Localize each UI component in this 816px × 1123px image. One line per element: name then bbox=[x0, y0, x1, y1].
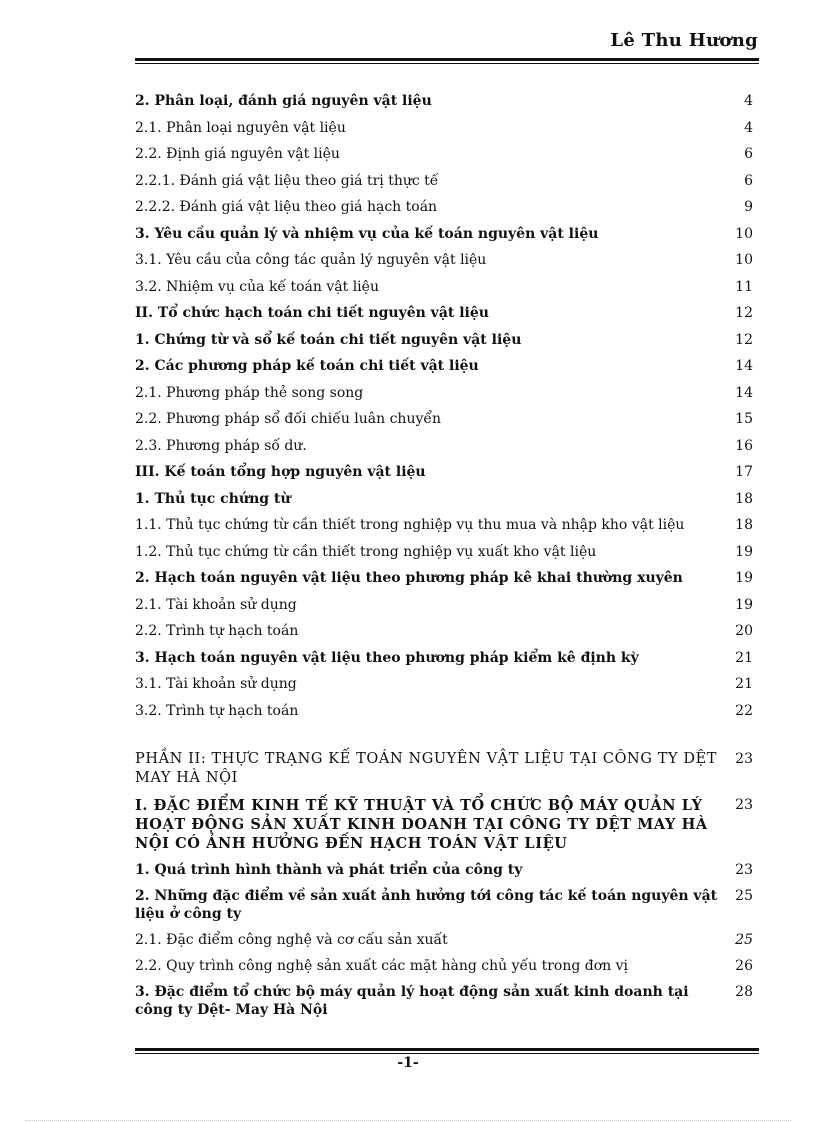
toc-entry bbox=[135, 983, 759, 1019]
table-of-contents bbox=[135, 92, 759, 1019]
toc-entry-page: 18 bbox=[735, 490, 753, 507]
toc-entry bbox=[135, 437, 759, 455]
toc-entry bbox=[135, 957, 759, 975]
footer-rule bbox=[135, 1048, 759, 1054]
toc-entry bbox=[135, 198, 759, 216]
toc-entry-page: 23 bbox=[735, 796, 753, 813]
toc-entry-title: 2.2.1. Đánh giá vật liệu theo giá trị thực tế bbox=[135, 172, 439, 189]
toc-entry-title: 2. Hạch toán nguyên vật liệu theo phương pháp kê khai thường xuyên bbox=[135, 570, 683, 586]
toc-entry-page: 4 bbox=[744, 93, 753, 109]
page-number: -1- bbox=[397, 1055, 419, 1071]
toc-entry bbox=[135, 463, 759, 481]
toc-entry-title: 2. Phân loại, đánh giá nguyên vật liệu bbox=[135, 93, 432, 109]
toc-entry bbox=[135, 861, 759, 879]
toc-entry-page: 25 bbox=[735, 887, 753, 904]
toc-entry-title: 2.2. Phương pháp sổ đối chiếu luân chuyển bbox=[135, 411, 442, 427]
toc-entry-page: 9 bbox=[744, 199, 753, 215]
toc-entry-title: 2.1. Phân loại nguyên vật liệu bbox=[135, 119, 346, 136]
toc-entry-title: 3.1. Tài khoản sử dụng bbox=[135, 676, 297, 692]
toc-entry bbox=[135, 750, 759, 788]
toc-entry bbox=[135, 278, 759, 296]
toc-entry bbox=[135, 225, 759, 243]
toc-entry-title: 3.2. Nhiệm vụ của kế toán vật liệu bbox=[135, 278, 379, 295]
toc-entry-page: 19 bbox=[735, 596, 753, 613]
toc-entry bbox=[135, 357, 759, 375]
toc-entry-page: 4 bbox=[744, 119, 753, 136]
toc-entry-page: 22 bbox=[735, 702, 753, 719]
toc-entry-title: 2. Những đặc điểm về sản xuất ảnh hưởng tới công tác kế toán nguyên vật liệu ở công ty bbox=[135, 887, 718, 922]
toc-entry-title: III. Kế toán tổng hợp nguyên vật liệu bbox=[135, 464, 426, 480]
toc-entry-page: 15 bbox=[735, 411, 753, 427]
toc-entry-title: 2. Các phương pháp kế toán chi tiết vật liệu bbox=[135, 358, 479, 374]
toc-entry-page: 23 bbox=[735, 861, 753, 878]
toc-entry-page: 18 bbox=[735, 517, 753, 533]
toc-entry-page: 6 bbox=[744, 146, 753, 162]
toc-entry-title: 1. Thủ tục chứng từ bbox=[135, 490, 291, 507]
toc-entry-title: 3.2. Trình tự hạch toán bbox=[135, 702, 299, 719]
header-author: Lê Thu Hương bbox=[610, 30, 758, 51]
toc-entry-page: 20 bbox=[735, 623, 753, 639]
toc-entry bbox=[135, 675, 759, 693]
toc-entry-page: 12 bbox=[735, 331, 753, 348]
toc-entry-title: 3. Đặc điểm tổ chức bộ máy quản lý hoạt động sản xuất kinh doanh tại công ty Dệt- May Hà Nội bbox=[135, 983, 689, 1018]
toc-entry bbox=[135, 172, 759, 190]
toc-entry-title: 1. Chứng từ và sổ kế toán chi tiết nguyên vật liệu bbox=[135, 331, 522, 348]
toc-entry-page: 21 bbox=[735, 676, 753, 692]
toc-entry-title: 3. Yêu cầu quản lý và nhiệm vụ của kế toán nguyên vật liệu bbox=[135, 225, 599, 242]
toc-entry-title: 2.2. Trình tự hạch toán bbox=[135, 623, 299, 639]
toc-entry-title: I. ĐẶC ĐIỂM KINH TẾ KỸ THUẬT VÀ TỔ CHỨC BỘ MÁY QUẢN LÝ HOẠT ĐỘNG SẢN XUẤT KINH DOANH TẠI CÔNG TY DỆT MAY HÀ NỘI CÓ ẢNH HƯỞNG ĐẾN HẠCH TOÁN VẬT LIỆU bbox=[135, 796, 708, 852]
toc-entry-title: 2.2. Định giá nguyên vật liệu bbox=[135, 146, 340, 162]
toc-entry-page: 25 bbox=[735, 931, 753, 948]
toc-entry-page: 6 bbox=[744, 172, 753, 189]
toc-entry-title: 2.1. Tài khoản sử dụng bbox=[135, 596, 297, 613]
toc-entry bbox=[135, 622, 759, 640]
toc-entry bbox=[135, 410, 759, 428]
toc-entry-page: 19 bbox=[735, 543, 753, 560]
toc-entry-title: PHẦN II: THỰC TRẠNG KẾ TOÁN NGUYÊN VẬT LIỆU TẠI CÔNG TY DỆT MAY HÀ NỘI bbox=[135, 750, 718, 786]
toc-entry-title: 1.1. Thủ tục chứng từ cần thiết trong nghiệp vụ thu mua và nhập kho vật liệu bbox=[135, 517, 685, 533]
toc-entry-title: 2.1. Phương pháp thẻ song song bbox=[135, 384, 364, 401]
toc-entry bbox=[135, 796, 759, 853]
toc-entry bbox=[135, 543, 759, 561]
toc-entry bbox=[135, 384, 759, 402]
toc-entry-title: 3. Hạch toán nguyên vật liệu theo phương pháp kiểm kê định kỳ bbox=[135, 649, 639, 666]
toc-entry bbox=[135, 145, 759, 163]
toc-entry bbox=[135, 516, 759, 534]
toc-entry-page: 10 bbox=[735, 252, 753, 268]
toc-entry-page: 16 bbox=[735, 437, 753, 454]
toc-entry-page: 12 bbox=[735, 305, 753, 321]
toc-entry-page: 26 bbox=[735, 957, 753, 974]
header-rule bbox=[135, 58, 759, 64]
toc-entry bbox=[135, 119, 759, 137]
toc-entry bbox=[135, 92, 759, 110]
toc-entry-page: 11 bbox=[735, 278, 753, 295]
toc-entry bbox=[135, 931, 759, 949]
toc-entry-page: 21 bbox=[735, 649, 753, 666]
toc-entry-page: 28 bbox=[735, 983, 753, 1000]
page-edge-divider bbox=[25, 1120, 791, 1121]
toc-entry-page: 14 bbox=[735, 384, 753, 401]
toc-entry-page: 23 bbox=[735, 750, 753, 767]
toc-entry-page: 17 bbox=[735, 464, 753, 480]
toc-entry bbox=[135, 331, 759, 349]
toc-entry-title: 2.3. Phương pháp số dư. bbox=[135, 437, 307, 454]
toc-entry bbox=[135, 251, 759, 269]
toc-entry bbox=[135, 490, 759, 508]
toc-entry-title: 2.2. Quy trình công nghệ sản xuất các mặt hàng chủ yếu trong đơn vị bbox=[135, 957, 628, 974]
toc-entry-title: 1. Quá trình hình thành và phát triển của công ty bbox=[135, 861, 523, 878]
toc-entry bbox=[135, 569, 759, 587]
toc-entry-page: 10 bbox=[735, 225, 753, 242]
toc-entry-title: 3.1. Yêu cầu của công tác quản lý nguyên vật liệu bbox=[135, 252, 487, 268]
toc-entry bbox=[135, 702, 759, 720]
toc-entry bbox=[135, 304, 759, 322]
toc-entry bbox=[135, 887, 759, 923]
toc-entry-title: 2.2.2. Đánh giá vật liệu theo giá hạch toán bbox=[135, 199, 438, 215]
toc-entry bbox=[135, 596, 759, 614]
toc-entry-title: II. Tổ chức hạch toán chi tiết nguyên vật liệu bbox=[135, 305, 489, 321]
toc-entry-title: 1.2. Thủ tục chứng từ cần thiết trong nghiệp vụ xuất kho vật liệu bbox=[135, 543, 597, 560]
toc-entry bbox=[135, 649, 759, 667]
toc-entry-page: 14 bbox=[735, 358, 753, 374]
toc-entry-title: 2.1. Đặc điểm công nghệ và cơ cấu sản xuất bbox=[135, 931, 448, 948]
toc-entry-page: 19 bbox=[735, 570, 753, 586]
